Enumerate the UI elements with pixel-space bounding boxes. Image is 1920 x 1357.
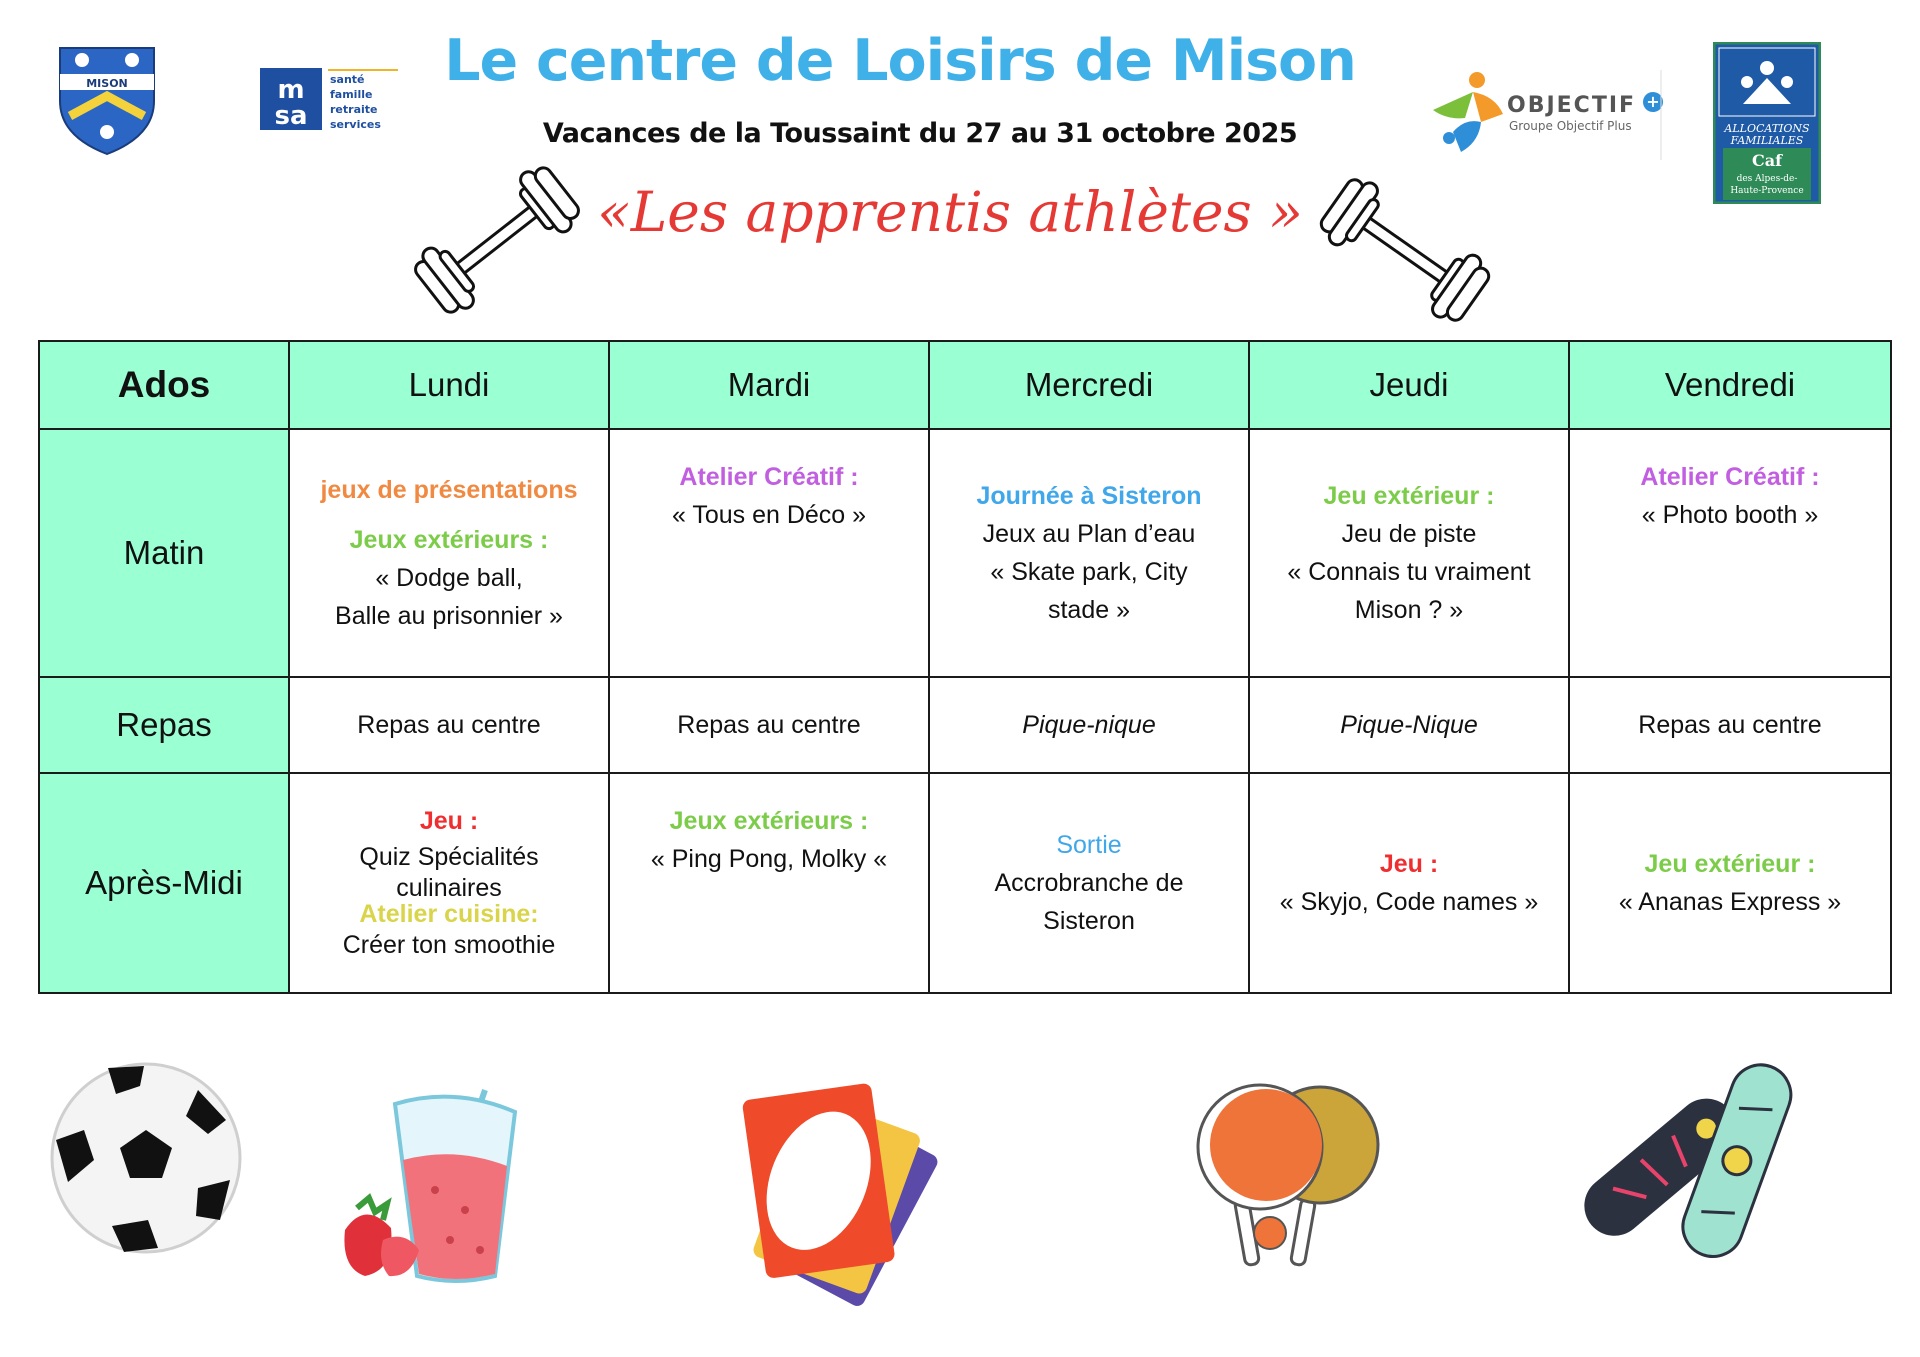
caf-logo <box>1713 42 1821 204</box>
cell-matin-mardi <box>609 429 929 677</box>
activity-detail: « Dodge ball, <box>375 564 523 592</box>
cell-apres-midi-lundi <box>289 773 609 993</box>
activity-detail: « Connais tu vraiment <box>1287 558 1531 586</box>
activity-title: Jeux extérieurs : <box>669 807 869 835</box>
activity-detail: Balle au prisonnier » <box>335 602 563 630</box>
schedule-table <box>38 340 1892 994</box>
activity-detail: Quiz Spécialités <box>359 843 539 871</box>
table-row-repas <box>39 677 1891 773</box>
activity-title: jeux de présentations <box>320 476 578 504</box>
day-header-lundi: Lundi <box>289 341 609 429</box>
activity-detail: Mison ? » <box>1354 596 1464 624</box>
cell-repas-lundi: Repas au centre <box>289 677 609 773</box>
svg-text:Groupe Objectif Plus: Groupe Objectif Plus <box>1509 119 1632 133</box>
cell-apres-midi-jeudi <box>1249 773 1569 993</box>
activity-title: Atelier Créatif : <box>1640 463 1820 491</box>
activity-title: Atelier cuisine: <box>359 900 539 928</box>
table-header-row <box>39 341 1891 429</box>
activity-title: Jeu extérieur : <box>1644 850 1816 878</box>
smoothie-icon <box>335 1080 535 1290</box>
table-row-matin <box>39 429 1891 677</box>
activity-detail: stade » <box>1047 596 1130 624</box>
activity-detail: Accrobranche de <box>994 869 1184 897</box>
svg-text:des Alpes-de-: des Alpes-de- <box>1736 174 1798 184</box>
activity-detail: Créer ton smoothie <box>342 931 556 959</box>
activity-detail: « Ping Pong, Molky « <box>650 845 888 873</box>
activity-title: Jeux extérieurs : <box>349 526 549 554</box>
activity-detail: « Skate park, City <box>990 558 1188 586</box>
row-label-matin: Matin <box>39 429 289 677</box>
svg-text:sa: sa <box>274 101 308 131</box>
activity-detail: Sisteron <box>1043 907 1135 935</box>
svg-text:+: + <box>1646 92 1660 111</box>
row-label-repas: Repas <box>39 677 289 773</box>
cell-matin-mercredi <box>929 429 1249 677</box>
cell-apres-midi-mercredi <box>929 773 1249 993</box>
ping-pong-icon <box>1190 1075 1390 1275</box>
cell-matin-vendredi <box>1569 429 1891 677</box>
svg-text:retraite: retraite <box>330 103 378 116</box>
cell-repas-jeudi: Pique-Nique <box>1249 677 1569 773</box>
row-label-apres-midi: Après-Midi <box>39 773 289 993</box>
activity-title: Jeu : <box>1379 850 1439 878</box>
dumbbell-icon <box>1310 175 1500 325</box>
activity-detail: « Tous en Déco » <box>671 501 867 529</box>
cell-repas-mercredi: Pique-nique <box>929 677 1249 773</box>
activity-detail: Jeu de piste <box>1341 520 1477 548</box>
page-subtitle: Vacances de la Toussaint du 27 au 31 octobre 2025 <box>542 118 1298 149</box>
activity-detail: « Ananas Express » <box>1618 888 1842 916</box>
mison-logo-text: MISON <box>86 77 128 90</box>
svg-text:OBJECTIF: OBJECTIF <box>1507 93 1637 118</box>
cell-apres-midi-mardi <box>609 773 929 993</box>
corner-cell-ados: Ados <box>39 341 289 429</box>
svg-text:services: services <box>330 118 381 131</box>
table-row-apres-midi <box>39 773 1891 993</box>
skateboard-icon <box>1555 1050 1825 1280</box>
cell-apres-midi-vendredi <box>1569 773 1891 993</box>
uno-cards-icon <box>725 1080 945 1310</box>
day-header-vendredi: Vendredi <box>1569 341 1891 429</box>
activity-detail: Jeux au Plan d’eau <box>982 520 1196 548</box>
svg-text:ALLOCATIONS: ALLOCATIONS <box>1724 122 1810 135</box>
cell-matin-lundi <box>289 429 609 677</box>
activity-detail: « Photo booth » <box>1641 501 1819 529</box>
cell-matin-jeudi <box>1249 429 1569 677</box>
svg-text:m: m <box>277 75 305 105</box>
theme-title: «Les apprentis athlètes » <box>597 180 1303 244</box>
objectif-logo <box>1425 70 1665 160</box>
page-title: Le centre de Loisirs de Mison <box>444 28 1356 94</box>
svg-text:FAMILIALES: FAMILIALES <box>1730 134 1804 147</box>
svg-text:santé: santé <box>330 73 365 86</box>
svg-text:famille: famille <box>330 88 373 101</box>
cell-repas-mardi: Repas au centre <box>609 677 929 773</box>
mison-coat-of-arms-logo <box>58 46 156 156</box>
activity-title: Journée à Sisteron <box>976 482 1202 510</box>
soccer-ball-icon <box>48 1060 244 1256</box>
svg-text:Haute-Provence: Haute-Provence <box>1730 186 1804 196</box>
msa-logo <box>260 68 400 132</box>
cell-repas-vendredi: Repas au centre <box>1569 677 1891 773</box>
activity-detail: « Skyjo, Code names » <box>1279 888 1539 916</box>
day-header-mercredi: Mercredi <box>929 341 1249 429</box>
activity-title: Jeu extérieur : <box>1323 482 1495 510</box>
activity-detail: culinaires <box>396 874 502 902</box>
activity-title: Sortie <box>1056 831 1122 859</box>
activity-title: Jeu : <box>419 807 479 835</box>
svg-text:Caf: Caf <box>1752 151 1782 170</box>
day-header-mardi: Mardi <box>609 341 929 429</box>
activity-title: Atelier Créatif : <box>679 463 859 491</box>
dumbbell-icon <box>405 160 590 320</box>
day-header-jeudi: Jeudi <box>1249 341 1569 429</box>
